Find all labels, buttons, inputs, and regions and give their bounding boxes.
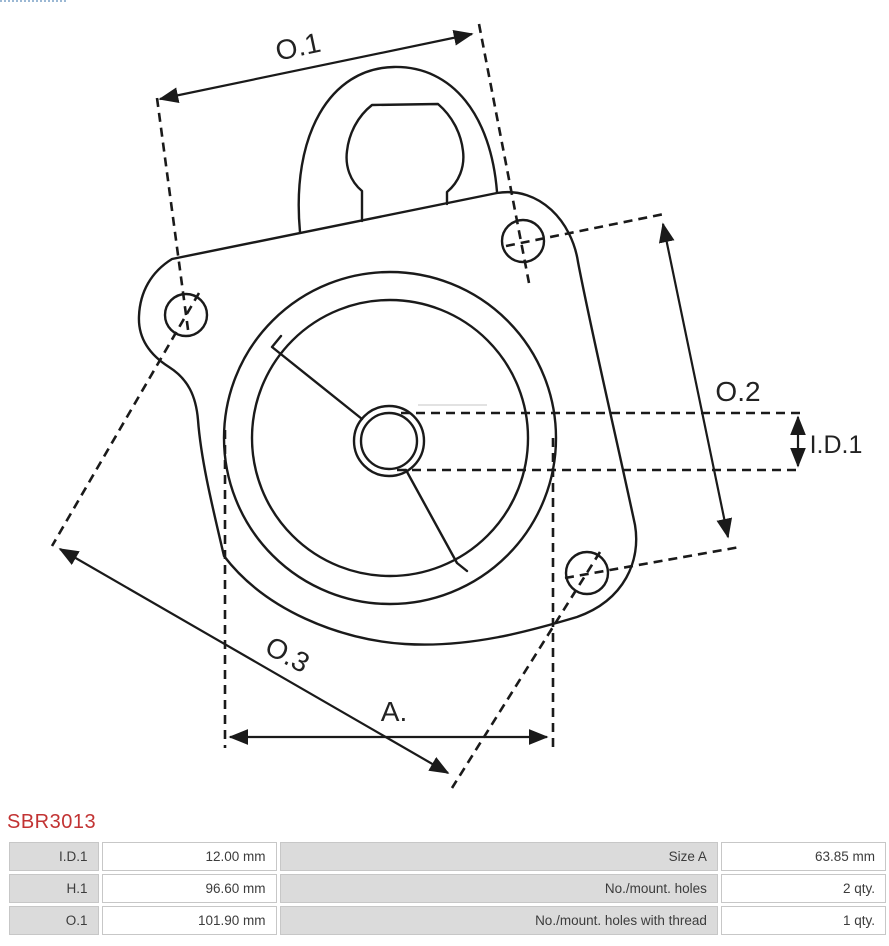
inner-flange-circle (252, 300, 528, 576)
spec-param-label: I.D.1 (9, 842, 99, 871)
dim-line-o3 (60, 549, 448, 773)
spec-param-label: No./mount. holes (280, 874, 718, 903)
mounting-hole-top-right (502, 220, 544, 262)
part-number: SBR3013 (7, 811, 97, 833)
hub-bore-circle (361, 413, 417, 469)
spec-table (6, 839, 889, 938)
spec-param-label: Size A (280, 842, 718, 871)
dim-label-o3: O.3 (260, 630, 315, 679)
spec-param-value: 101.90 mm (102, 906, 277, 935)
table-row (9, 874, 886, 903)
ext-line-o3-right (452, 552, 600, 788)
spec-param-value: 2 qty. (721, 874, 886, 903)
outer-flange-circle (224, 272, 556, 604)
ext-line-o1-left (157, 98, 189, 337)
sector-radial-lower-right (406, 470, 467, 571)
table-row (9, 842, 886, 871)
ext-line-o3-left (52, 293, 199, 546)
table-row (9, 906, 886, 935)
ext-line-o2-top (506, 214, 664, 246)
dim-label-a: A. (380, 696, 408, 727)
spec-param-label: No./mount. holes with thread (280, 906, 718, 935)
dim-label-o1: O.1 (272, 26, 324, 67)
lug-outer-arc (299, 67, 497, 232)
spec-param-label: O.1 (9, 906, 99, 935)
dim-label-o2: O.2 (715, 376, 761, 407)
spec-param-label: H.1 (9, 874, 99, 903)
dim-label-id1: I.D.1 (809, 431, 863, 459)
lug-keyhole-inner (347, 104, 464, 221)
spec-param-value: 96.60 mm (102, 874, 277, 903)
hub-outer-circle (354, 406, 424, 476)
spec-param-value: 1 qty. (721, 906, 886, 935)
spec-param-value: 12.00 mm (102, 842, 277, 871)
spec-param-value: 63.85 mm (721, 842, 886, 871)
